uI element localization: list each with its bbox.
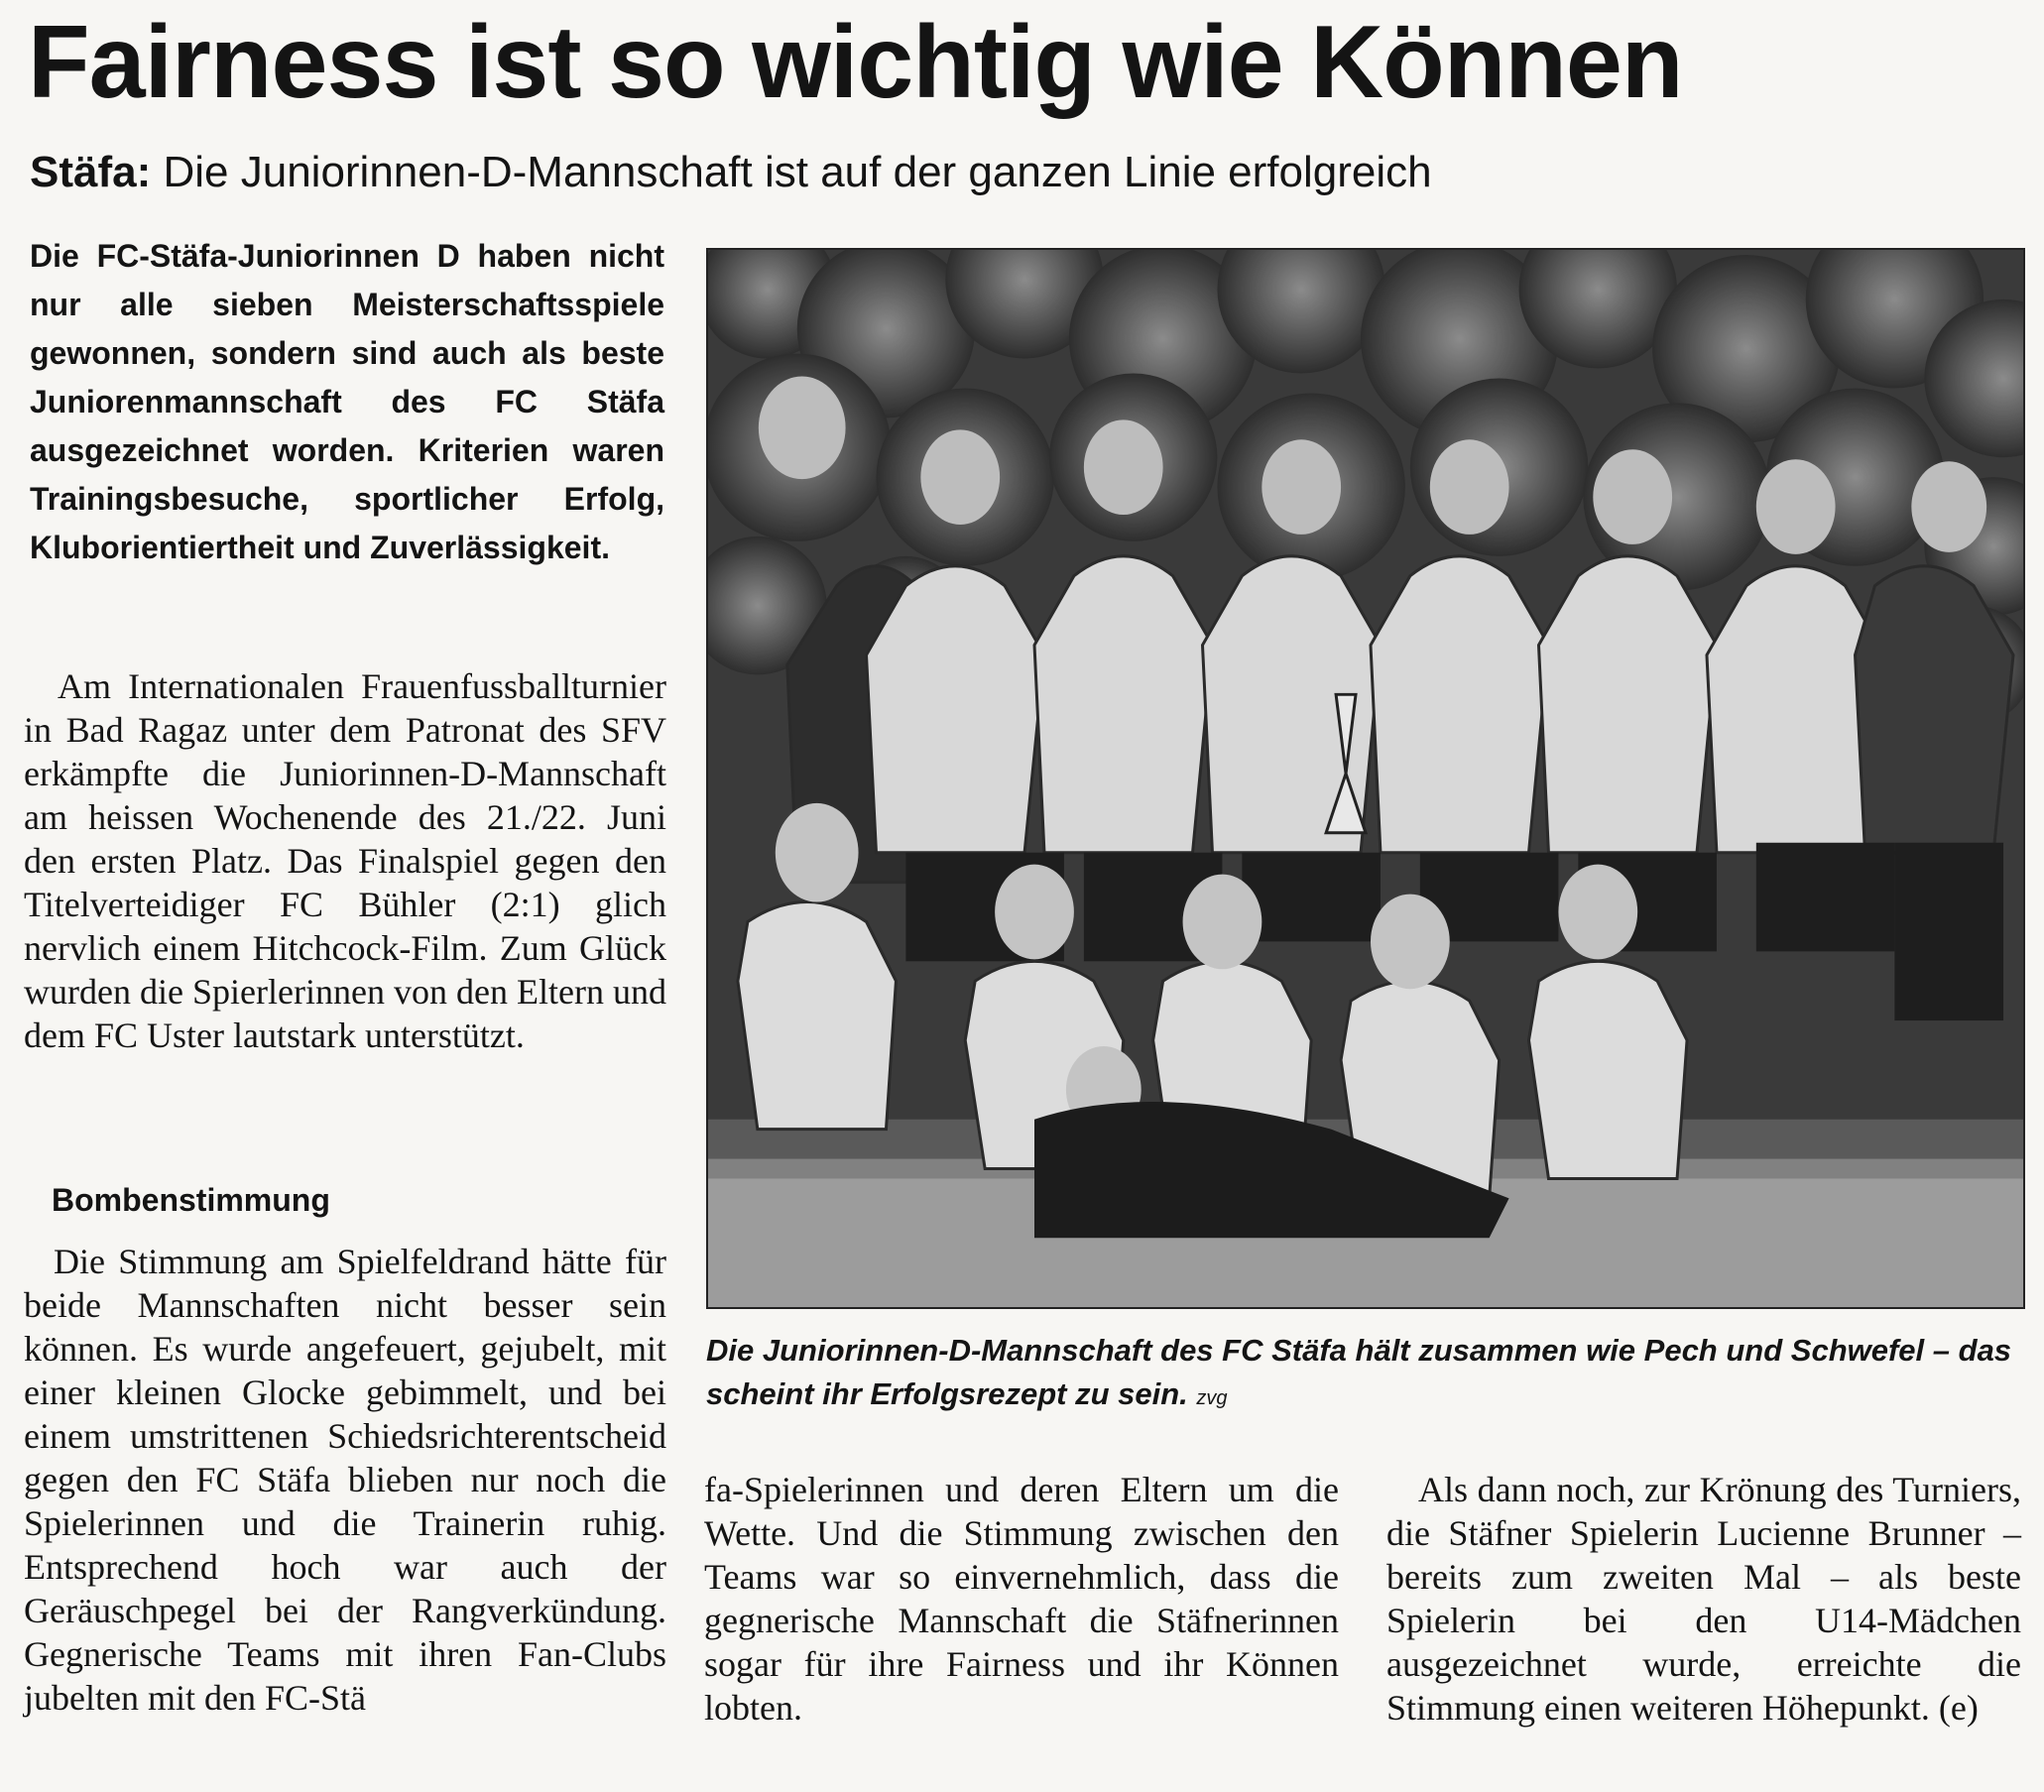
caption-text: Die Juniorinnen-D-Mannschaft des FC Stäfa hält zusammen wie Pech und Schwefel – das scheint ihr Erfolgsrezept zu sein. [706,1333,2012,1411]
team-photo-image [708,250,2023,1307]
headline: Fairness ist so wichtig wie Können [28,5,1683,120]
subhead-text: Die Juniorinnen-D-Mannschaft ist auf der ganzen Linie erfolgreich [151,148,1432,196]
photo-caption [706,1329,2025,1420]
body-paragraph-2: Die Stimmung am Spielfeldrand hätte für beide Mannschaften nicht besser sein können. Es wurde angefeuert, gejubelt, mit einer kleinen Glocke gebimmelt, und bei einem umstrittenen Schiedsrichterentscheid gegen den FC Stäfa blieben nur noch die Spielerinnen und die Trainerin ruhig. Entsprechend hoch war auch der Geräuschpegel bei der Rangverkündung. Gegnerische Teams mit ihren Fan-Clubs jubelten mit den FC-Stä [24,1242,666,1718]
lead-paragraph: Die FC-Stäfa-Juniorinnen D haben nicht nur alle sieben Meisterschaftsspiele gewonnen, sondern sind auch als beste Juniorenmannschaft des FC Stäfa ausgezeichnet worden. Kriterien waren Trainingsbesuche, sportlicher Erfolg, Kluborientiertheit und Zuverlässigkeit. [30,238,664,565]
section-subtitle: Bombenstimmung [52,1182,330,1218]
body-paragraph-4: Als dann noch, zur Krönung des Turniers, die Stäfner Spielerin Lucienne Brunner – bereits zum zweiten Mal – als beste Spielerin bei den U14-Mädchen ausgezeichnet wurde, erreichte die Stimmung einen weiteren Höhepunkt. (e) [1386,1470,2021,1728]
subhead-place: Stäfa: [30,148,152,196]
photo-credit: zvg [1196,1387,1228,1409]
subheadline [30,143,1432,202]
body-paragraph-3: fa-Spielerinnen und deren Eltern um die Wette. Und die Stimmung zwischen den Teams war so einvernehmlich, dass die gegnerische Mannschaft die Stäfnerinnen sogar für ihre Fairness und ihr Können lobten. [704,1470,1339,1728]
body-paragraph-1: Am Internationalen Frauenfussballturnier in Bad Ragaz unter dem Patronat des SFV erkämpfte die Juniorinnen-D-Mannschaft am heissen Wochenende des 21./22. Juni den ersten Platz. Das Finalspiel gegen den Titelverteidiger FC Bühler (2:1) glich nervlich einem Hitchcock-Film. Zum Glück wurden die Spierlerinnen von den Eltern und dem FC Uster lautstark unterstützt. [24,666,666,1055]
team-photo [706,248,2025,1309]
